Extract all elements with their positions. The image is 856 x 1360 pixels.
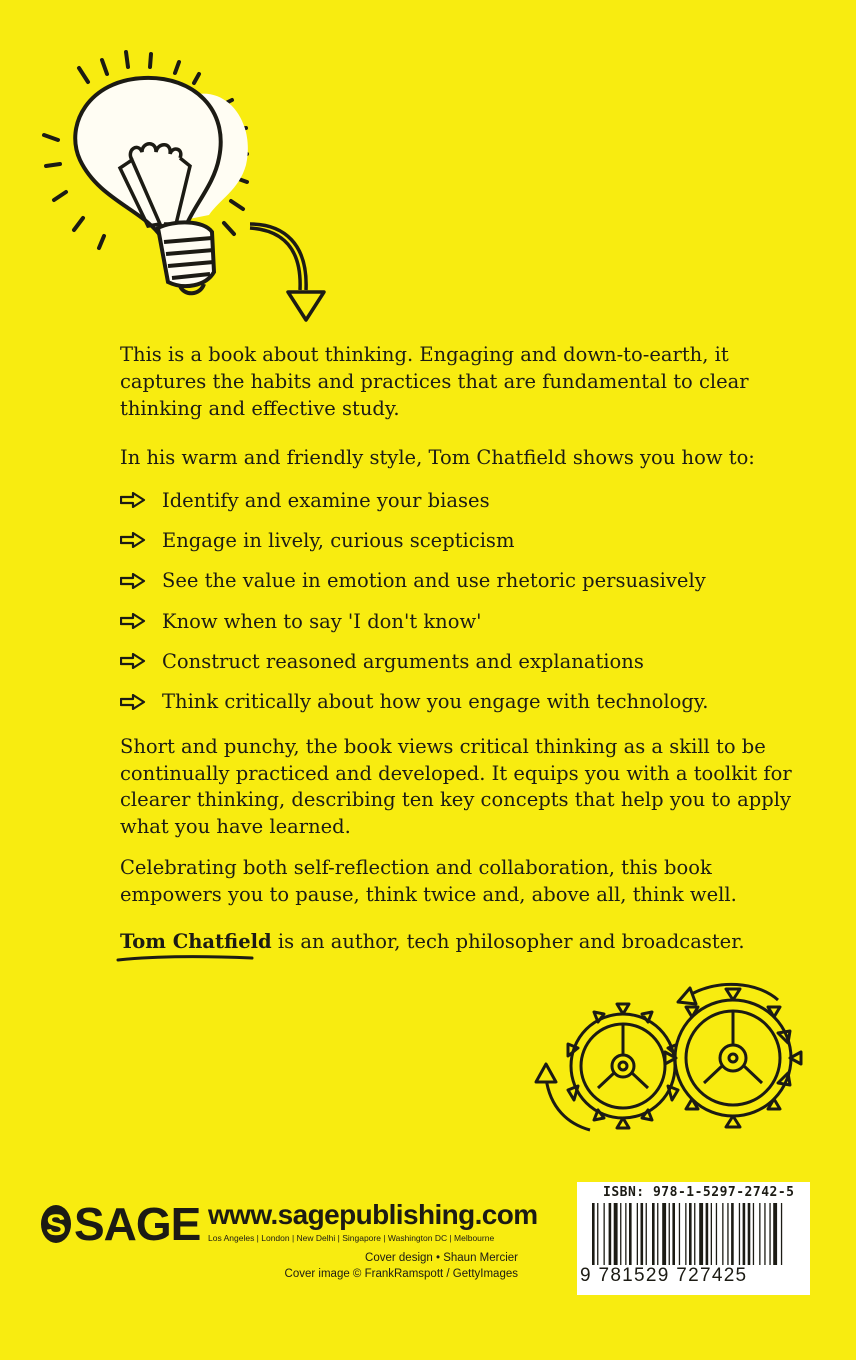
barcode-stripe	[694, 1203, 695, 1265]
right-arrow-icon	[120, 532, 146, 548]
barcode-stripe	[646, 1203, 647, 1265]
gears-icon	[528, 978, 818, 1138]
barcode-stripe	[773, 1203, 777, 1265]
barcode-stripe	[716, 1203, 717, 1265]
barcode-stripe	[711, 1203, 712, 1265]
barcode-stripe	[679, 1203, 680, 1265]
barcode-stripe	[731, 1203, 734, 1265]
cover-image-credit: Cover image © FrankRamspott / GettyImages	[284, 1268, 518, 1280]
author-bio-text: is an author, tech philosopher and broadcaster.	[271, 930, 745, 953]
barcode-stripe	[637, 1203, 638, 1265]
right-arrow-icon	[120, 694, 146, 710]
intro-text: This is a book about thinking. Engaging and down-to-earth, it captures the habits and practices that are fundamental to clear thinking and effective study.	[120, 343, 749, 420]
barcode-stripe	[592, 1203, 595, 1265]
sage-logo-icon	[40, 1204, 72, 1244]
bullet-text: Identify and examine your biases	[162, 488, 490, 512]
author-name-text: Tom Chatfield	[120, 930, 272, 953]
barcode-digits: 9 781529 727425	[580, 1265, 748, 1286]
barcode-bars	[592, 1203, 804, 1273]
barcode-stripe	[699, 1203, 703, 1265]
lead-paragraph: In his warm and friendly style, Tom Chatfield shows you how to:	[120, 446, 755, 469]
barcode-stripe	[764, 1203, 765, 1265]
barcode-stripe	[672, 1203, 675, 1265]
list-item	[120, 641, 820, 681]
barcode-stripe	[685, 1203, 686, 1265]
author-name	[120, 930, 272, 953]
barcode-stripe	[657, 1203, 658, 1265]
curved-arrow-icon	[244, 210, 334, 330]
author-bio	[120, 928, 810, 955]
list-item	[120, 601, 820, 641]
barcode-stripe	[625, 1203, 626, 1265]
barcode-stripe	[597, 1203, 598, 1265]
right-arrow-icon	[120, 573, 146, 589]
publisher-url: www.sagepublishing.com	[208, 1199, 538, 1230]
barcode-stripe	[727, 1203, 728, 1265]
list-item	[120, 480, 820, 520]
barcode-stripe	[641, 1203, 644, 1265]
barcode-stripe	[652, 1203, 655, 1265]
barcode-stripe	[706, 1203, 709, 1265]
barcode-stripe	[769, 1203, 770, 1265]
list-item	[120, 681, 820, 721]
publisher-cities: Los Angeles | London | New Delhi | Singapore | Washington DC | Melbourne	[208, 1233, 495, 1243]
cover-design-credit: Cover design • Shaun Mercier	[365, 1252, 518, 1264]
bullet-text: See the value in emotion and use rhetoric persuasively	[162, 569, 706, 593]
svg-text:S: S	[45, 1209, 67, 1242]
barcode-stripe	[629, 1203, 632, 1265]
barcode-stripe	[669, 1203, 670, 1265]
barcode-stripe	[614, 1203, 618, 1265]
barcode-stripe	[759, 1203, 760, 1265]
barcode-stripe	[781, 1203, 782, 1265]
right-arrow-icon	[120, 653, 146, 669]
barcode-stripe	[739, 1203, 740, 1265]
barcode-stripe	[689, 1203, 692, 1265]
intro-paragraph	[120, 341, 800, 422]
barcode-stripe	[604, 1203, 605, 1265]
barcode-stripe	[748, 1203, 751, 1265]
bullet-list	[120, 480, 820, 722]
bullet-text: Engage in lively, curious scepticism	[162, 528, 515, 552]
bullet-text: Know when to say 'I don't know'	[162, 609, 482, 633]
barcode-stripe	[609, 1203, 612, 1265]
underline-stroke	[116, 953, 256, 963]
barcode-stripe	[753, 1203, 754, 1265]
summary-paragraph: Short and punchy, the book views critical thinking as a skill to be continually practiced and developed. It equips you with a toolkit for clearer thinking, describing ten key concepts that help you to apply what you have learned.	[120, 735, 792, 838]
barcode-stripe	[620, 1203, 621, 1265]
right-arrow-icon	[120, 492, 146, 508]
closing-paragraph: Celebrating both self-reflection and collaboration, this book empowers you to pause, think twice and, above all, think well.	[120, 856, 737, 906]
isbn-label: ISBN: 978-1-5297-2742-5	[603, 1185, 795, 1200]
list-item	[120, 520, 820, 560]
logo-wordmark: SAGE	[74, 1198, 201, 1250]
barcode-stripe	[743, 1203, 746, 1265]
barcode-stripe	[662, 1203, 666, 1265]
right-arrow-icon	[120, 613, 146, 629]
bullet-text: Think critically about how you engage with technology.	[162, 690, 709, 714]
barcode-stripe	[722, 1203, 723, 1265]
bullet-text: Construct reasoned arguments and explanations	[162, 649, 644, 673]
sage-logo	[40, 1197, 200, 1251]
list-item	[120, 561, 820, 601]
